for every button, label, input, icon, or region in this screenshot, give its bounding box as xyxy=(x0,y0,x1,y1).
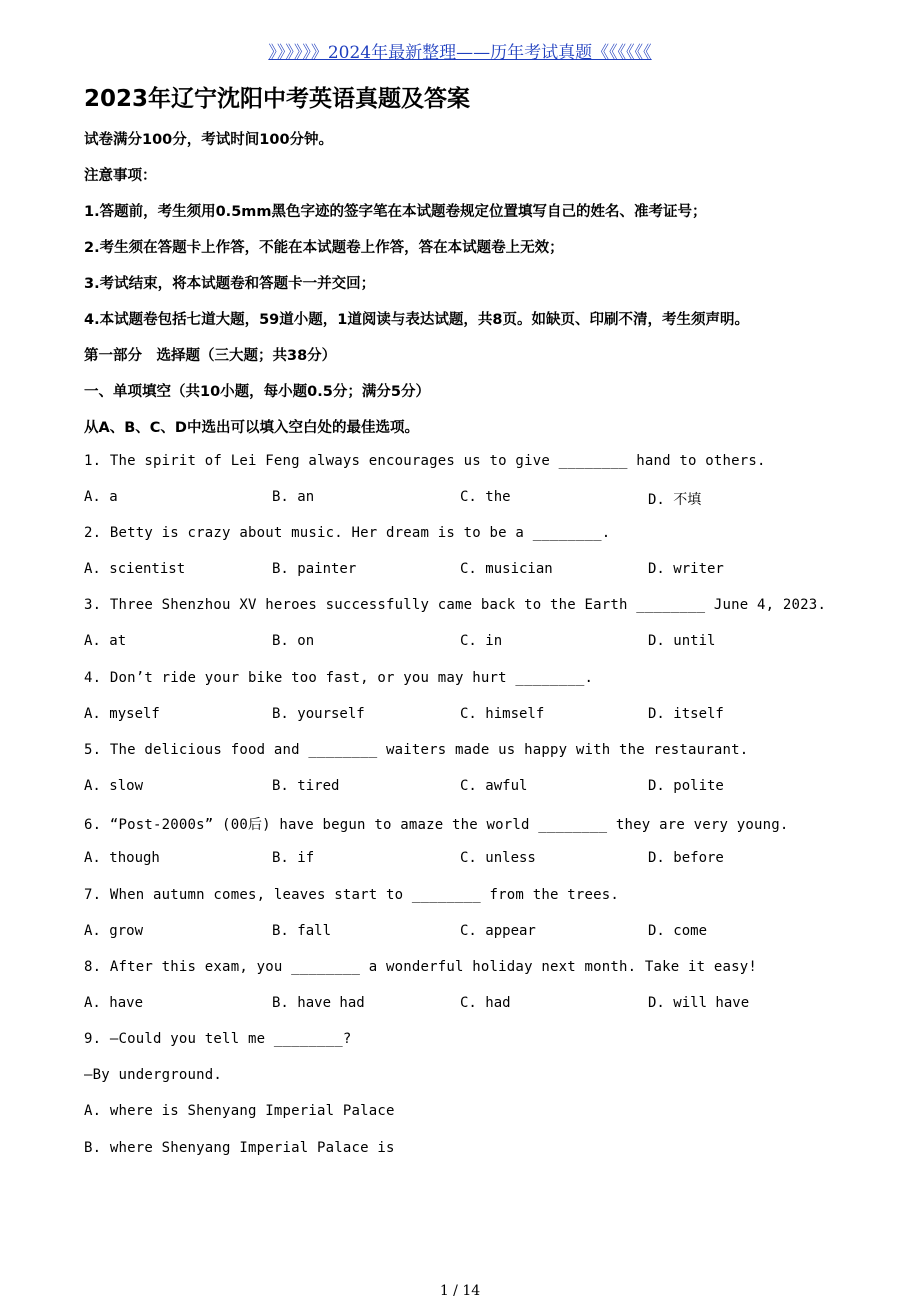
option-a: A. grow xyxy=(84,923,144,939)
option-d: D. will have xyxy=(648,995,750,1011)
option-c: C. musician xyxy=(460,561,553,577)
question-stem: 7. When autumn comes, leaves start to ________ from the trees. xyxy=(84,887,619,903)
page-number: 1 / 14 xyxy=(439,1283,481,1299)
question-stem: 2. Betty is crazy about music. Her dream is to be a ________. xyxy=(84,525,611,541)
option-b: B. on xyxy=(272,633,315,649)
option-b: B. painter xyxy=(272,561,357,577)
option-b: B. an xyxy=(272,489,315,505)
option-d: D. 不填 xyxy=(648,492,702,508)
option-d: D. before xyxy=(648,850,724,866)
option-c: C. the xyxy=(460,489,511,505)
option-a: A. myself xyxy=(84,706,160,722)
question-stem: 5. The delicious food and ________ waiters made us happy with the restaurant. xyxy=(84,742,749,758)
note-3: 3.考试结束，将本试题卷和答题卡一并交回； xyxy=(84,276,376,292)
exam-info: 试卷满分100分，考试时间100分钟。 xyxy=(84,132,334,148)
notes-heading: 注意事项： xyxy=(84,168,157,184)
dialogue-reply: —By underground. xyxy=(84,1067,223,1083)
option-a: A. though xyxy=(84,850,160,866)
question-stem: 6. “Post-2000s” (00后) have begun to amaze the world ________ they are very young. xyxy=(84,817,789,833)
option-a: A. where is Shenyang Imperial Palace xyxy=(84,1103,395,1119)
option-c: C. appear xyxy=(460,923,536,939)
option-d: D. itself xyxy=(648,706,724,722)
option-d: D. come xyxy=(648,923,708,939)
header-banner-link[interactable]: 》》》》》》2024年最新整理——历年考试真题《《《《《《 xyxy=(268,43,652,63)
option-b: B. yourself xyxy=(272,706,365,722)
note-4: 4.本试题卷包括七道大题，59道小题，1道阅读与表达试题，共8页。如缺页、印刷不清，考生须声明。 xyxy=(84,312,749,328)
note-1: 1.答题前，考生须用0.5mm黑色字迹的签字笔在本试题卷规定位置填写自己的姓名、准考证号； xyxy=(84,204,707,220)
option-b: B. if xyxy=(272,850,315,866)
option-b: B. where Shenyang Imperial Palace is xyxy=(84,1140,395,1156)
question-stem: 4. Don’t ride your bike too fast, or you may hurt ________. xyxy=(84,670,594,686)
note-2: 2.考生须在答题卡上作答，不能在本试题卷上作答，答在本试题卷上无效； xyxy=(84,240,564,256)
option-c: C. awful xyxy=(460,778,528,794)
question-stem: 3. Three Shenzhou XV heroes successfully came back to the Earth ________ June 4, 2023. xyxy=(84,597,827,613)
option-a: A. scientist xyxy=(84,561,186,577)
option-d: D. until xyxy=(648,633,716,649)
option-c: C. himself xyxy=(460,706,545,722)
option-c: C. in xyxy=(460,633,503,649)
option-d: D. writer xyxy=(648,561,724,577)
option-c: C. unless xyxy=(460,850,536,866)
part-1-heading: 第一部分 选择题（三大题；共38分） xyxy=(84,348,337,364)
page-title: 2023年辽宁沈阳中考英语真题及答案 xyxy=(84,86,471,112)
option-a: A. have xyxy=(84,995,144,1011)
question-stem: 9. —Could you tell me ________? xyxy=(84,1031,352,1047)
option-b: B. fall xyxy=(272,923,332,939)
option-c: C. had xyxy=(460,995,511,1011)
question-stem: 1. The spirit of Lei Feng always encourages us to give ________ hand to others. xyxy=(84,453,766,469)
section-1-heading: 一、单项填空（共10小题，每小题0.5分；满分5分） xyxy=(84,384,430,400)
option-a: A. a xyxy=(84,489,118,505)
option-a: A. slow xyxy=(84,778,144,794)
section-1-instruction: 从A、B、C、D中选出可以填入空白处的最佳选项。 xyxy=(84,420,419,436)
option-a: A. at xyxy=(84,633,127,649)
option-d: D. polite xyxy=(648,778,724,794)
option-b: B. have had xyxy=(272,995,365,1011)
option-b: B. tired xyxy=(272,778,340,794)
question-stem: 8. After this exam, you ________ a wonderful holiday next month. Take it easy! xyxy=(84,959,758,975)
